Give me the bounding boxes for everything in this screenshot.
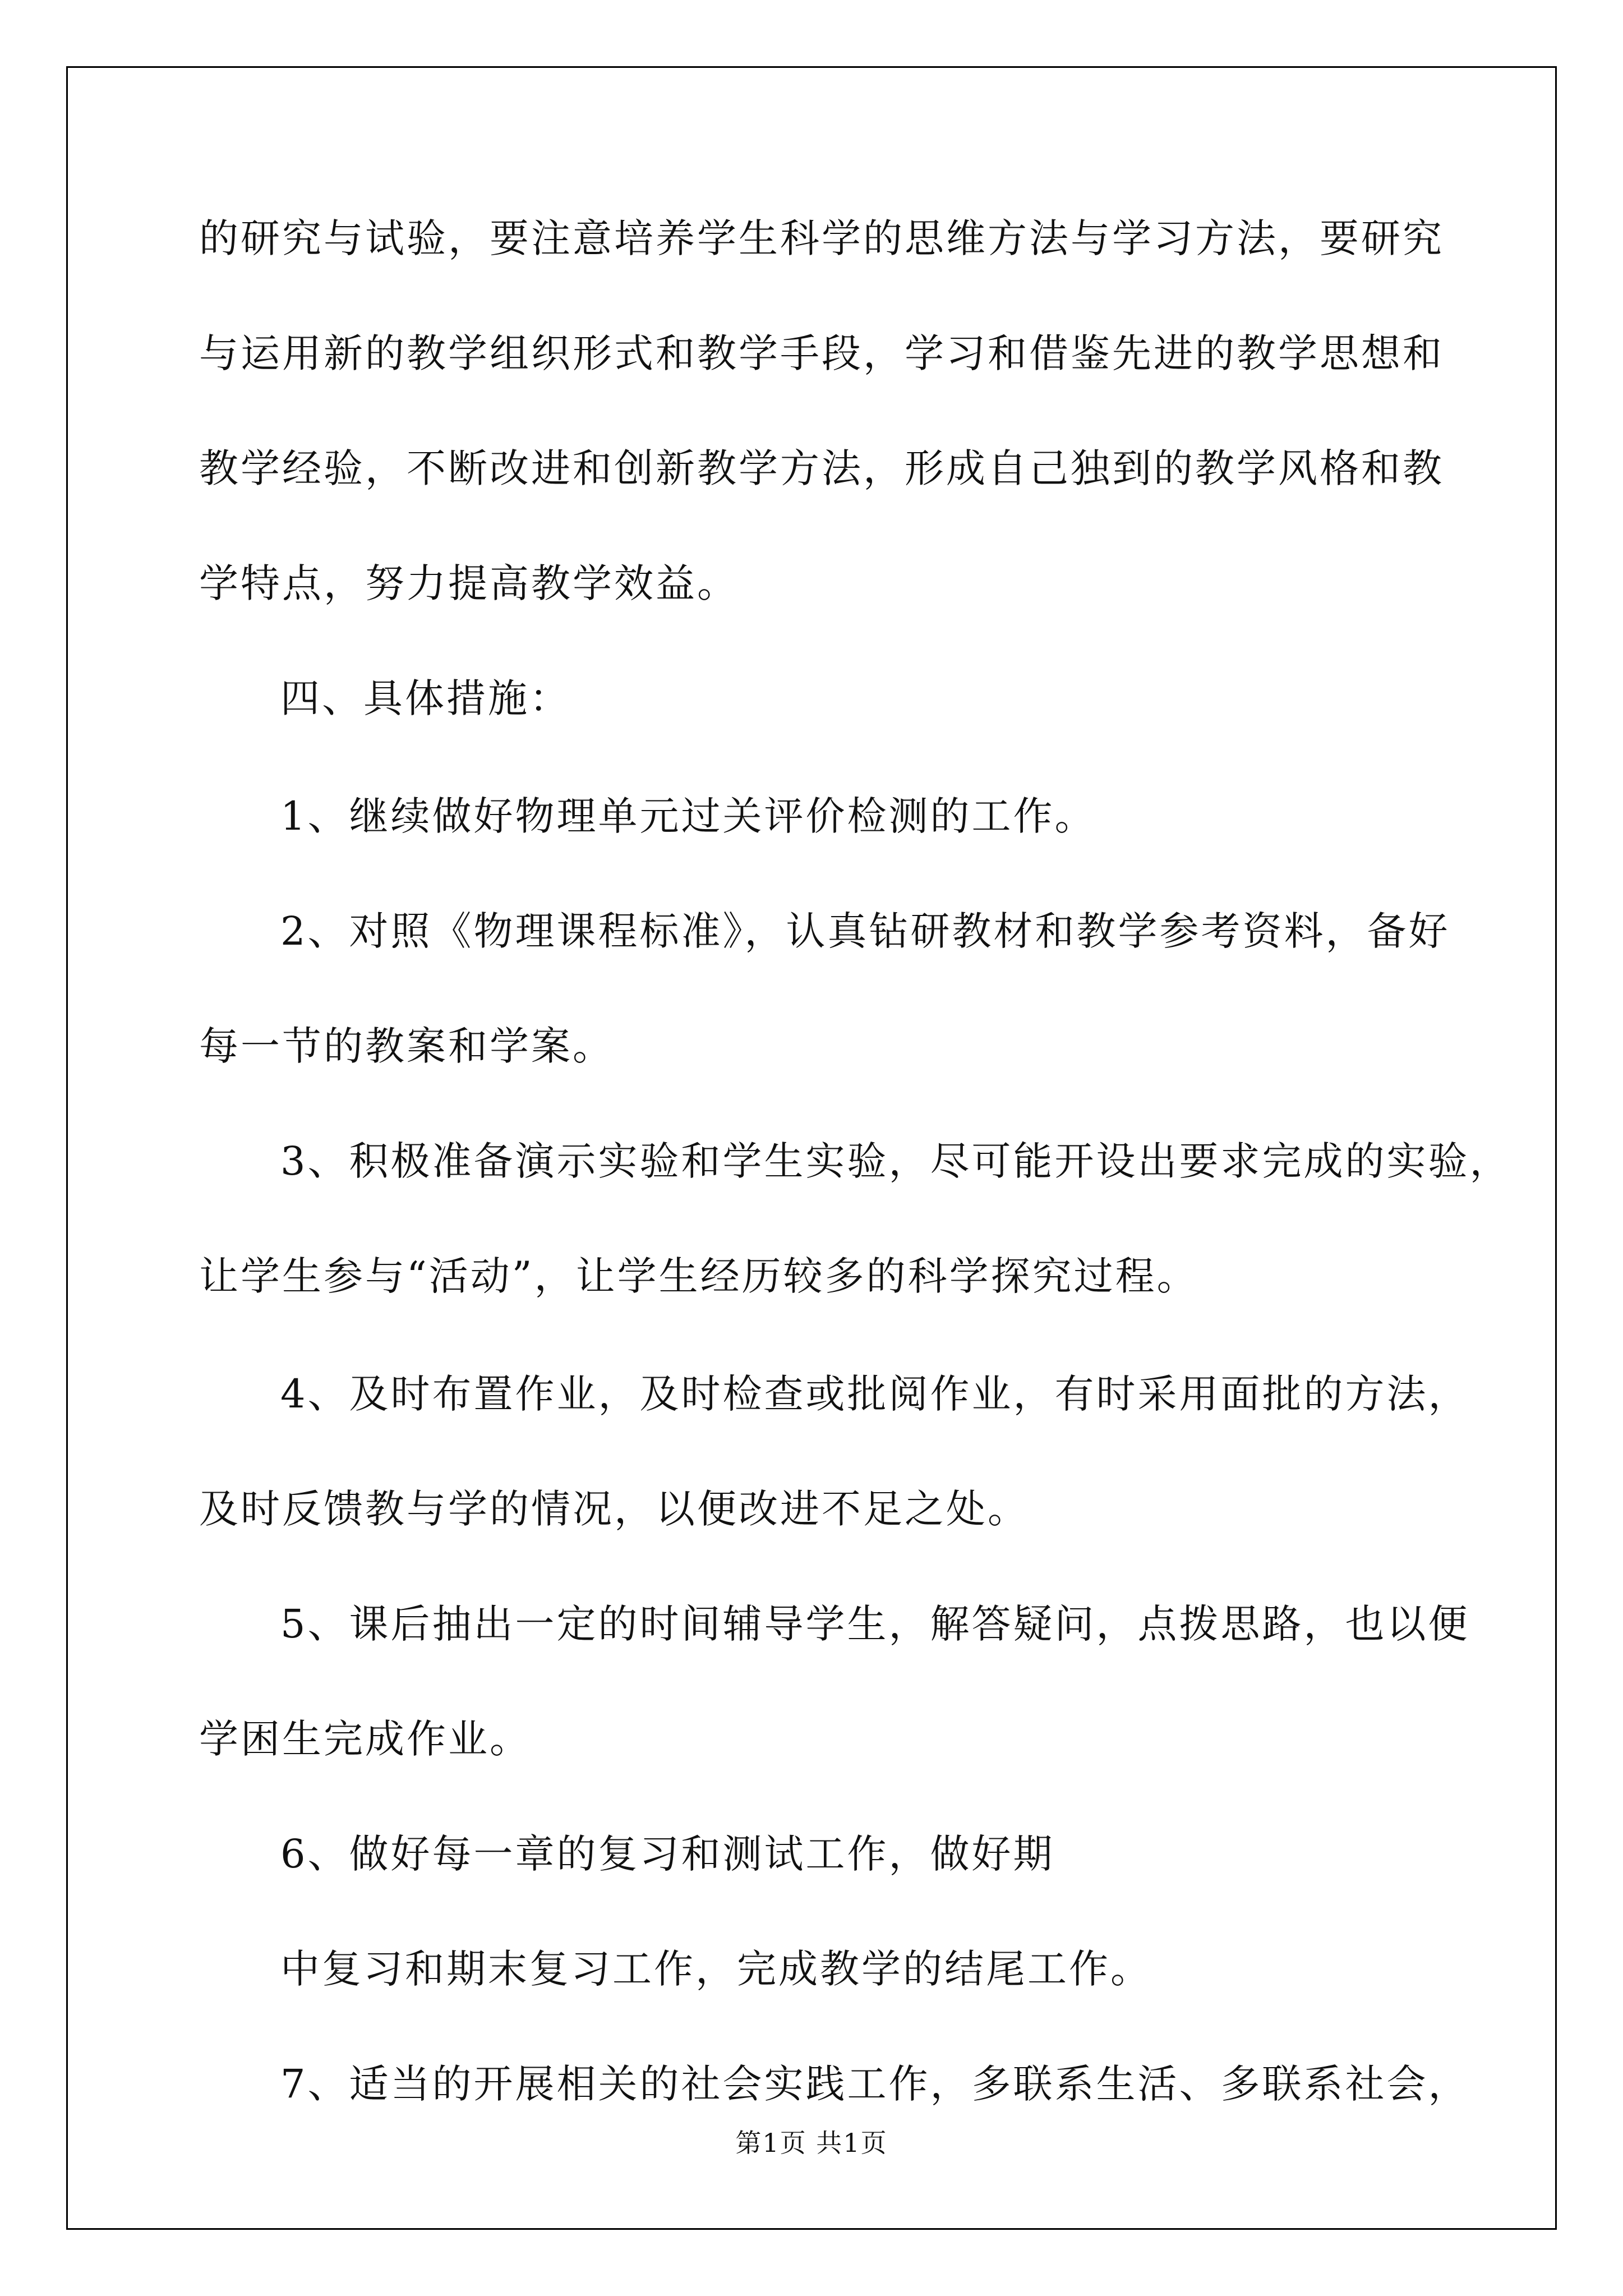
- section-heading: 四、具体措施：: [280, 675, 571, 721]
- text-line: 学困生完成作业。: [199, 1716, 531, 1762]
- text-line: 学特点，努力提高教学效益。: [199, 560, 739, 606]
- text-line: 中复习和期末复习工作，完成教学的结尾工作。: [280, 1946, 1152, 1992]
- text-line: 的研究与试验，要注意培养学生科学的思维方法与学习方法，要研究: [199, 215, 1444, 261]
- text-line: 5、课后抽出一定的时间辅导学生，解答疑问，点拨思路，也以便: [280, 1601, 1470, 1647]
- text-line: 每一节的教案和学案。: [199, 1023, 614, 1069]
- text-line: 2、对照《物理课程标准》，认真钻研教材和教学参考资料，备好: [280, 908, 1450, 954]
- page-number-footer: 第1页 共1页: [735, 2128, 888, 2158]
- text-line: 4、及时布置作业，及时检查或批阅作业，有时采用面批的方法，: [280, 1371, 1470, 1417]
- text-line: 教学经验，不断改进和创新教学方法，形成自己独到的教学风格和教: [199, 445, 1444, 491]
- text-line: 1、继续做好物理单元过关评价检测的工作。: [280, 793, 1096, 839]
- text-line: 7、适当的开展相关的社会实践工作，多联系生活、多联系社会，: [280, 2061, 1470, 2107]
- text-line: 让学生参与“活动”，让学生经历较多的科学探究过程。: [199, 1253, 1198, 1299]
- text-line: 及时反馈教与学的情况，以便改进不足之处。: [199, 1486, 1029, 1532]
- text-line: 3、积极准备演示实验和学生实验，尽可能开设出要求完成的实验，: [280, 1138, 1511, 1184]
- text-line: 与运用新的教学组织形式和教学手段，学习和借鉴先进的教学思想和: [199, 330, 1444, 376]
- text-line: 6、做好每一章的复习和测试工作，做好期: [280, 1831, 1055, 1877]
